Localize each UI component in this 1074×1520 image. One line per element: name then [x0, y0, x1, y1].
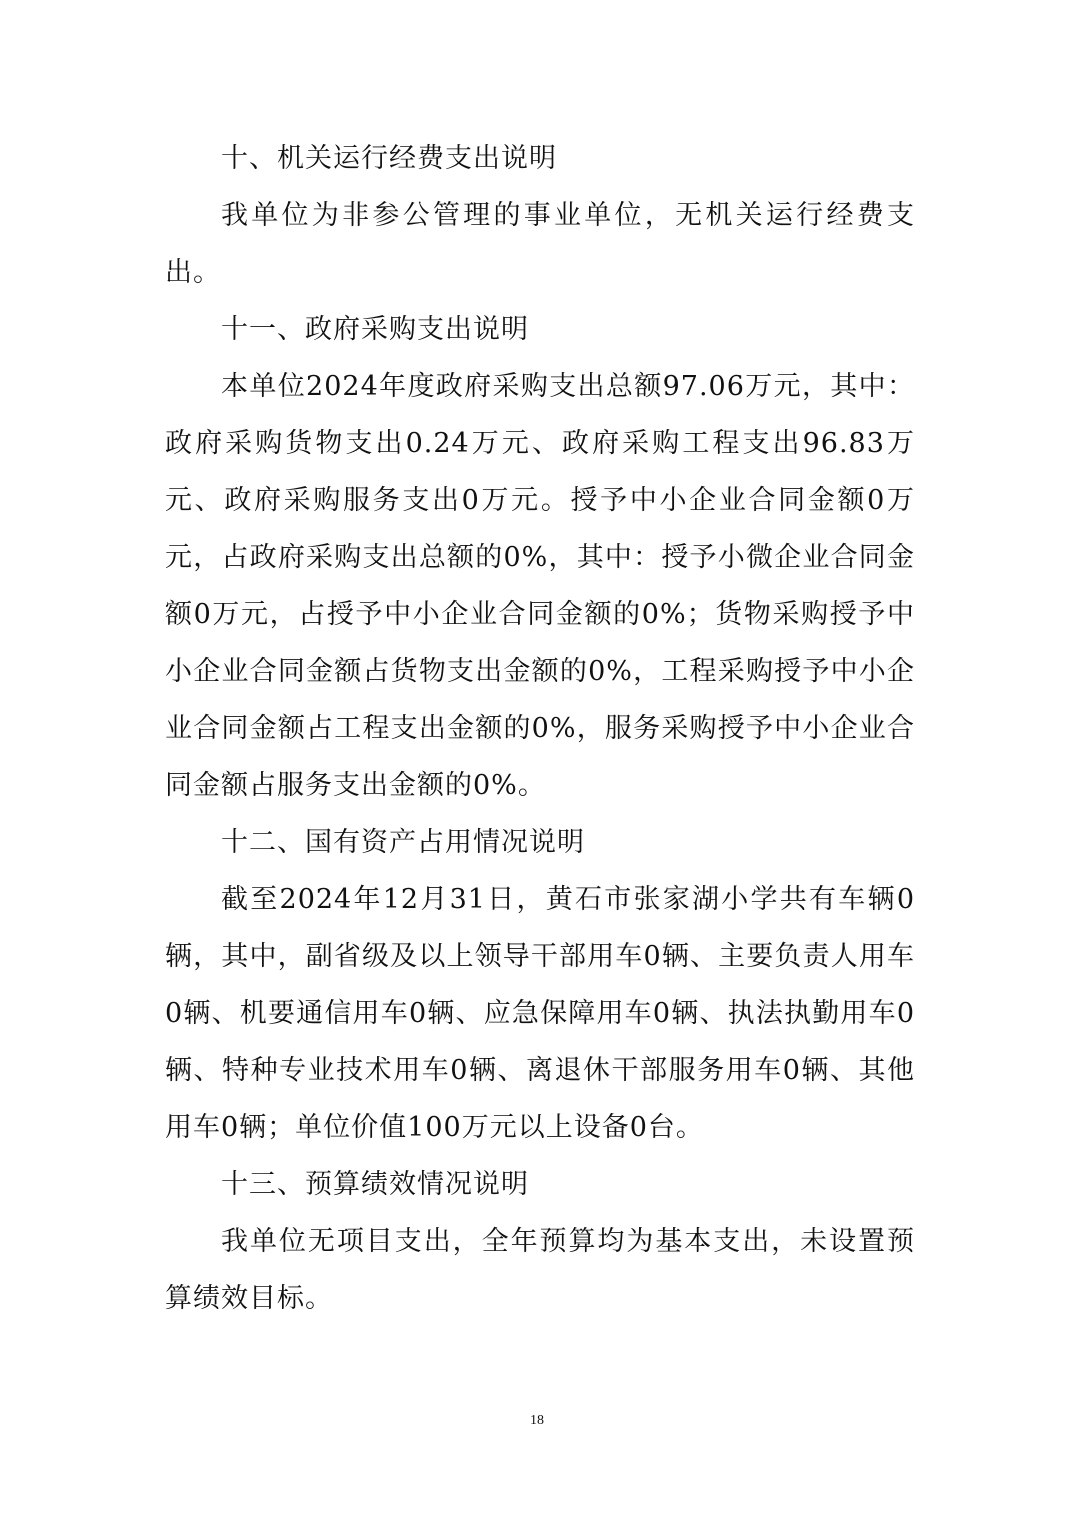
section-body-12: 截至2024年12月31日，黄石市张家湖小学共有车辆0辆，其中，副省级及以上领导干部用车0辆、主要负责人用车0辆、机要通信用车0辆、应急保障用车0辆、执法执勤用车0辆、特种专业技术用车0辆、离退休干部服务用车0辆、其他用车0辆；单位价值100万元以上设备0台。 [165, 884, 915, 1143]
document-body [165, 130, 915, 1327]
section-body-11: 本单位2024年度政府采购支出总额97.06万元，其中：政府采购货物支出0.24万元、政府采购工程支出96.83万元、政府采购服务支出0万元。授予中小企业合同金额0万元，占政府采购支出总额的0%，其中：授予小微企业合同金额0万元，占授予中小企业合同金额的0%；货物采购授予中小企业合同金额占货物支出金额的0%，工程采购授予中小企业合同金额占工程支出金额的0%，服务采购授予中小企业合同金额占服务支出金额的0%。 [165, 371, 915, 801]
section-heading-10: 十、机关运行经费支出说明 [221, 143, 557, 174]
section-heading-12: 十二、国有资产占用情况说明 [221, 827, 585, 858]
section-body-10: 我单位为非参公管理的事业单位，无机关运行经费支出。 [165, 200, 915, 288]
section-heading-11: 十一、政府采购支出说明 [221, 314, 529, 345]
section-body-13: 我单位无项目支出，全年预算均为基本支出，未设置预算绩效目标。 [165, 1226, 915, 1314]
page-number: 18 [530, 1413, 544, 1428]
section-heading-13: 十三、预算绩效情况说明 [221, 1169, 529, 1200]
